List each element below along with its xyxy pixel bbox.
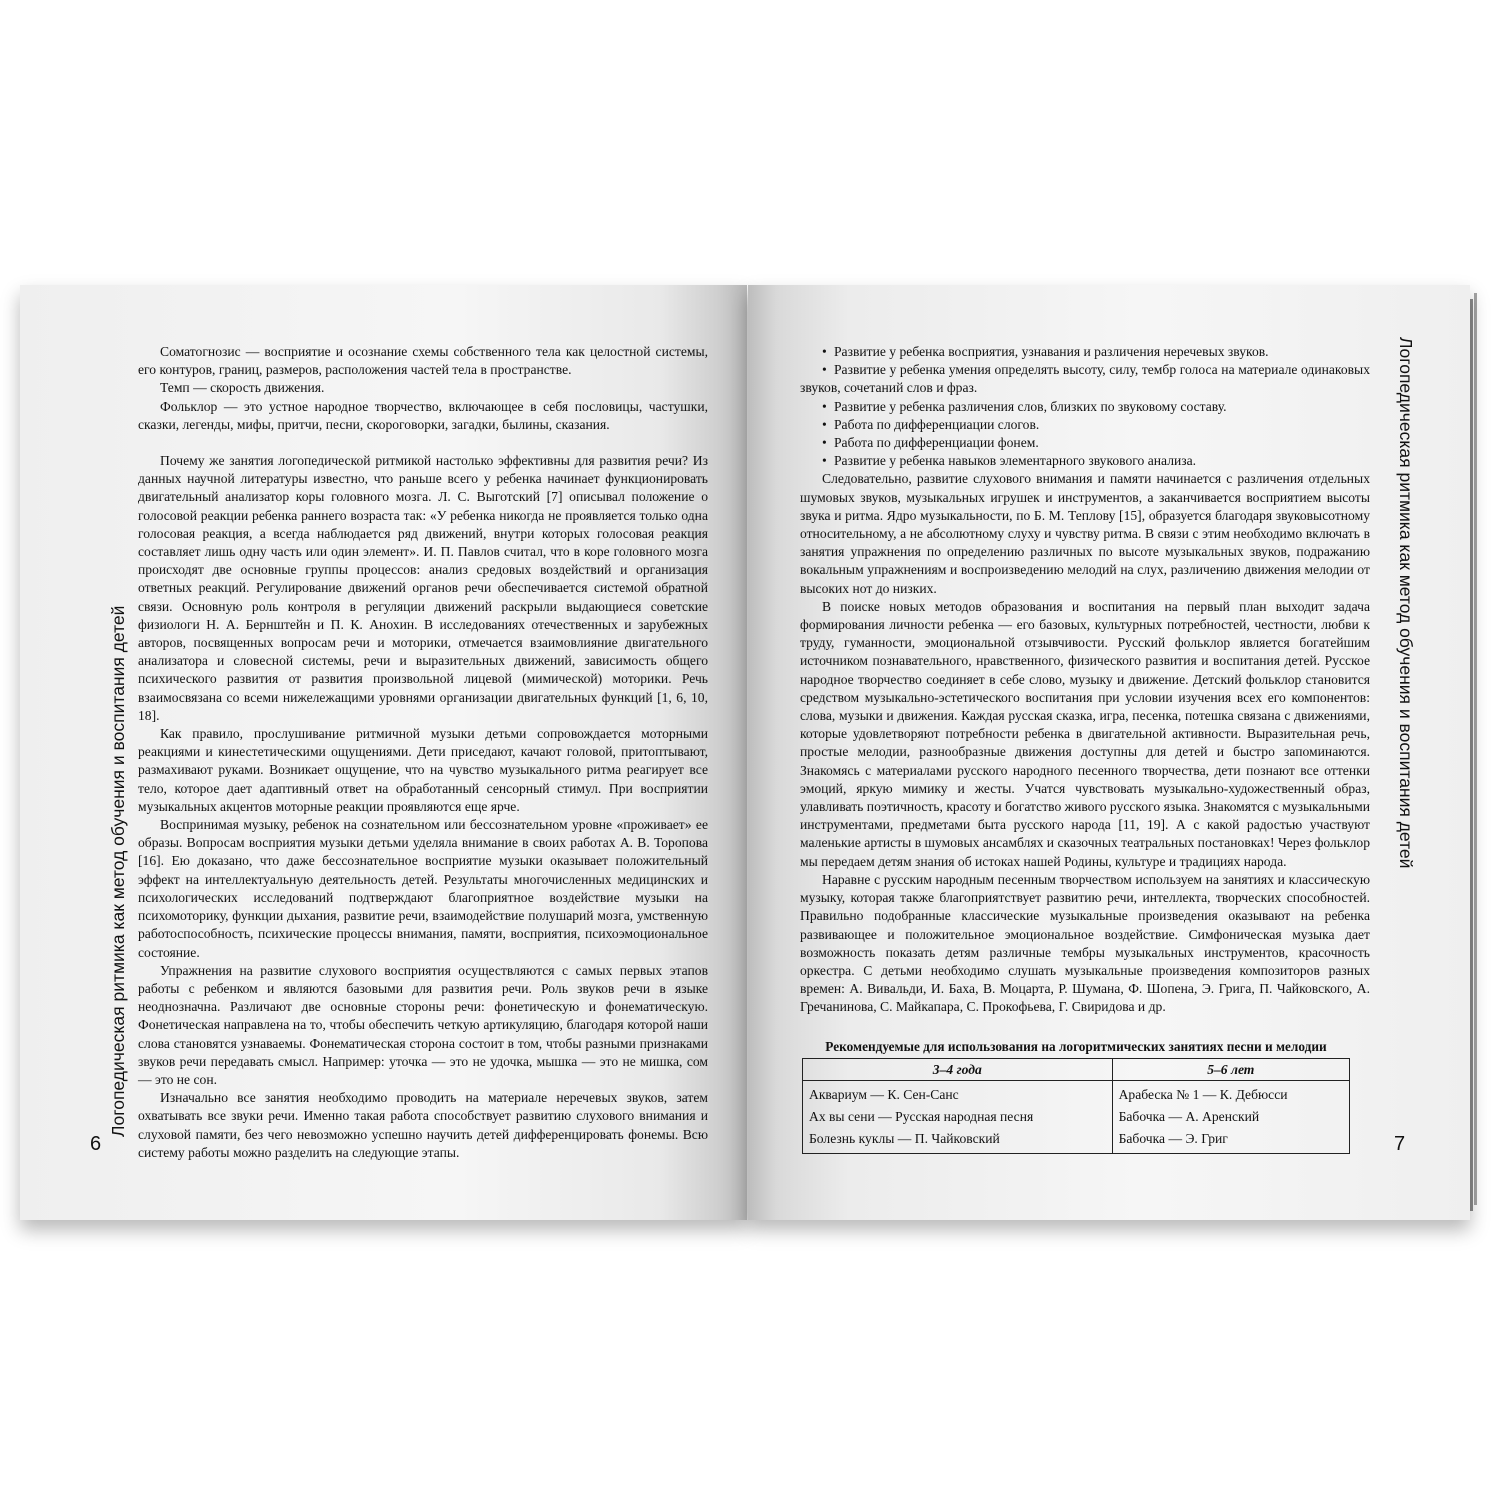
table-row: [803, 1081, 1350, 1107]
running-head-left: Логопедическая ритмика как метод обучения и воспитания детей: [108, 605, 128, 1137]
page-edge: [1474, 293, 1477, 1205]
table-cell: Бабочка — Э. Григ: [1112, 1128, 1349, 1154]
right-page-text: [800, 343, 1370, 1017]
songs-table: [802, 1058, 1350, 1154]
table-cell: Ах вы сени — Русская народная песня: [803, 1106, 1113, 1128]
left-page: [20, 285, 747, 1220]
list-item: • Развитие у ребенка различения слов, близких по звуковому составу.: [800, 398, 1370, 416]
table-header: 5–6 лет: [1112, 1059, 1349, 1081]
page-edge: [1470, 299, 1473, 1211]
page-number-right: 7: [1394, 1133, 1406, 1155]
table-cell: Бабочка — А. Аренский: [1112, 1106, 1349, 1128]
table-cell: Аквариум — К. Сен-Санс: [803, 1081, 1113, 1107]
songs-table-block: [802, 1039, 1350, 1154]
right-page: [748, 285, 1470, 1220]
paragraph: Упражнения на развитие слухового восприятия осуществляются с самых первых этапов работы с ребенком и являются базовыми для развития речи. Роль звуков речи в языке неоднозначна. Различают две основные стороны речи: фонетическую и фонематическую. Фонетическая направлена на то, чтобы обеспечить четкую артикуляцию, благодаря которой наши слова становятся узнаваемы. Фонематическая сторона состоит в том, чтобы разными признаками звуков речи передавать смысл. Например: уточка — это не удочка, мышка — это не мишка, сом — это не сон.: [138, 962, 708, 1087]
paragraph: Темп — скорость движения.: [160, 380, 325, 396]
paragraph: Фольклор — это устное народное творчество, включающее в себя пословицы, частушки, сказки, легенды, мифы, притчи, песни, скороговорки, загадки, былины, сказания.: [138, 398, 708, 432]
list-item: • Развитие у ребенка умения определять высоту, силу, тембр голоса на материале одинаковых звуков, сочетаний слов и фраз.: [800, 361, 1370, 397]
list-item: • Работа по дифференциации слогов.: [800, 416, 1370, 434]
paragraph: В поиске новых методов образования и воспитания на первый план выходит задача формирования личности ребенка — его базовых, культурных потребностей, честности, любви к труду, гуманности, эмоциональной отзывчивости. Русский фольклор является богатейшим источником познавательного, нравственного, физического развития и воспитания детей. Русское народное творчество соединяет в себе слово, музыку и движение. Детский фольклор становится средством музыкально-эстетического воспитания при условии изучения всех его компонентов: слова, музыки и движения. Каждая русская сказка, игра, песенка, потешка связана с движениями, которые удовлетворяют потребности ребенка в двигательной активности. Выразительная речь, простые мелодии, разнообразные движения доступны для детей и быстро запоминаются. Знакомясь с материалами русского народного песенного творчества, дети познают все оттенки эмоций, яркую мимику и жесты. Учатся чувствовать музыкально-художественный образ, улавливать поэтичность, красоту и богатство живого русского языка. Знакомятся с музыкальными инструментами, предметами быта русского народа [11, 19]. А с какой радостью участвуют маленькие артисты в шумовых ансамблях и сказочных театральных постановках! Через фольклор мы передаем детям знания об истоках нашей Родины, культуре и традициях народа.: [800, 598, 1370, 869]
book-spread: [20, 285, 1475, 1220]
paragraph: Почему же занятия логопедической ритмикой настолько эффективны для развития речи? Из данных научной литературы известно, что раньше всего у ребенка начинает функционировать двигательный анализатор коры головного мозга. Л. С. Выготский [7] описывал положение о голосовой реакции ребенка раннего возраста так: «У ребенка никогда не проявляется только одна голосовая реакция, а всегда наблюдается ряд движений, внутри которых голосовая реакция составляет лишь одну часть или один элемент». И. П. Павлов считал, что в коре головного мозга происходят две основные группы процессов: анализ средовых воздействий и организация ответных реакций. Регулирование движений органов речи обеспечивается системой обратной связи. Основную роль контроля в регуляции движений раскрыли выдающиеся советские физиологи Н. А. Бернштейн и П. К. Анохин. В исследованиях отечественных и зарубежных авторов, посвященных вопросам речи и моторики, отмечается взаимовлияние двигательного анализатора и словесной системы, речи и выразительных движений, зависимость общего психического развития от развития произвольной лицевой (мимической) моторики. Речь взаимосвязана со всеми нижележащими уровнями организации двигательных функций [1, 6, 10, 18].: [138, 453, 708, 723]
paragraph: Как правило, прослушивание ритмичной музыки детьми сопровождается моторными реакциями и кинестетическими ощущениями. Дети приседают, качают головой, притоптывают, размахивают руками. Возникает ощущение, что на чувство музыкального ритма реагирует все тело, которое дает адаптивный ответ на обработанный сенсорный стимул. При восприятии музыкальных акцентов моторные реакции проявляются еще ярче.: [138, 726, 708, 814]
paragraph: Воспринимая музыку, ребенок на сознательном или бессознательном уровне «проживает» ее образы. Вопросам восприятия музыки детьми уделяла внимание в своих работах А. В. Торопова [16]. Ею доказано, что даже бессознательное восприятие музыки оказывает положительный эффект на интеллектуальную деятельность детей. Результаты многочисленных медицинских и психологических исследований подтверждают благоприятное воздействие музыки на психомоторику, функции дыхания, развитие речи, взаимодействие полушарий мозга, умственную работоспособность, психические процессы внимания, памяти, восприятия, психоэмоциональное состояние.: [138, 817, 708, 960]
list-item: • Работа по дифференциации фонем.: [800, 434, 1370, 452]
list-item: • Развитие у ребенка навыков элементарного звукового анализа.: [800, 452, 1370, 470]
list-item: • Развитие у ребенка восприятия, узнавания и различения неречевых звуков.: [800, 343, 1370, 361]
table-row: [803, 1128, 1350, 1154]
table-header: 3–4 года: [803, 1059, 1113, 1081]
left-page-text: [138, 343, 708, 1162]
page-number-left: 6: [90, 1133, 102, 1155]
table-row: [803, 1106, 1350, 1128]
paragraph: Соматогнозис — восприятие и осознание схемы собственного тела как целостной системы, его контуров, границ, размеров, расположения частей тела в пространстве.: [138, 344, 708, 378]
paragraph: Изначально все занятия необходимо проводить на материале неречевых звуков, затем охватывать все звуки речи. Именно такая работа способствует развитию слухового внимания и слуховой памяти, без чего невозможно успешно научить детей дифференцировать фонемы. Всю систему работы можно разделить на следующие этапы.: [138, 1090, 708, 1160]
running-head-right: Логопедическая ритмика как метод обучения и воспитания детей: [1396, 337, 1416, 869]
paragraph: Следовательно, развитие слухового внимания и памяти начинается с различения отдельных шумовых звуков, музыкальных игрушек и инструментов, а заканчивается восприятием высоты звука и ритма. Ядро музыкальности, по Б. М. Теплову [15], образуется благодаря звуковысотному относительному, а не абсолютному слуху и чувству ритма. В связи с этим необходимо включать в занятия упражнения по определению различных по высоте музыкальных звуков, подражанию вокальным упражнениям и воспроизведению мелодий на слух, различению движения мелодии от высоких нот до низких.: [800, 471, 1370, 596]
table-cell: Арабеска № 1 — К. Дебюсси: [1112, 1081, 1349, 1107]
table-cell: Болезнь куклы — П. Чайковский: [803, 1128, 1113, 1154]
table-title: Рекомендуемые для использования на логоритмических занятиях песни и мелодии: [825, 1039, 1327, 1054]
bullet-list: [800, 343, 1370, 470]
paragraph: Наравне с русским народным песенным творчеством используем на занятиях и классическую музыку, которая также благоприятствует развитию речи, интеллекта, творческих способностей. Правильно подобранные классические музыкальные произведения оказывают на ребенка развивающее и положительное эмоциональное воздействие. Симфоническая музыка дает возможность показать детям различные тембры музыкальных инструментов, красочность оркестра. С детьми необходимо слушать музыкальные произведения композиторов разных времен: А. Вивальди, И. Баха, В. Моцарта, Р. Шумана, Ф. Шопена, Э. Грига, П. Чайковского, А. Гречанинова, С. Майкапара, С. Прокофьева, Г. Свиридова и др.: [800, 871, 1370, 1015]
